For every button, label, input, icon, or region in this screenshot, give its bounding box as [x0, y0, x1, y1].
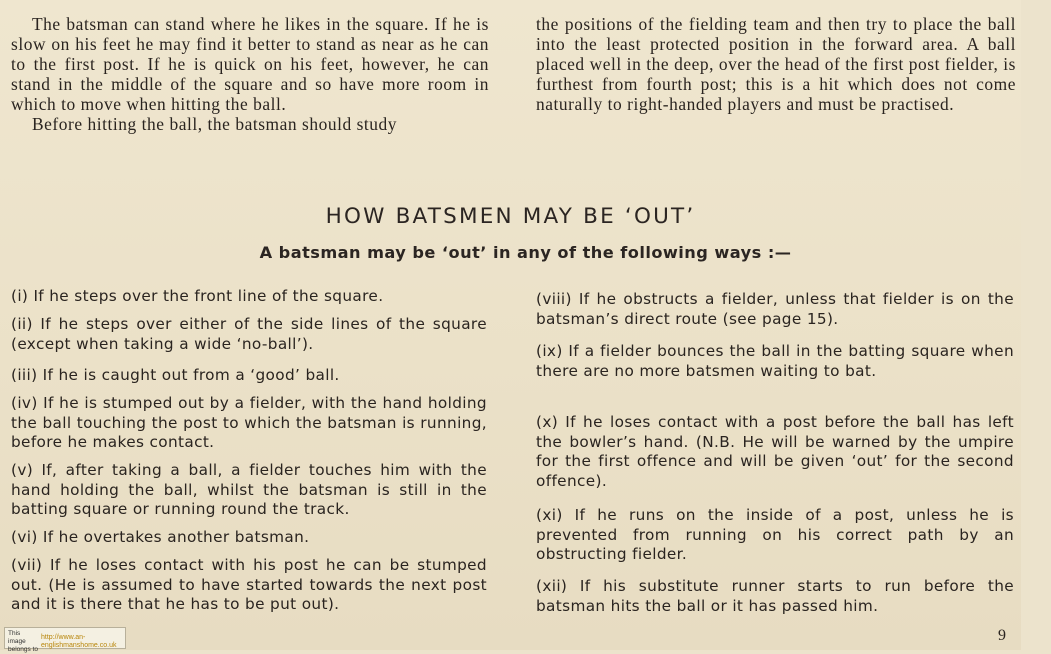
rule-item: (viii) If he obstructs a fielder, unless that fielder is on the batsman’s direct route (see page 15). — [536, 290, 1014, 328]
rule-item: (vi) If he overtakes another batsman. — [11, 528, 310, 546]
rule-item: (x) If he loses contact with a post before the ball has left the bowler’s hand. (N.B. He will be warned by the umpire for the first offence and will be given ‘out’ for the second offence). — [536, 413, 1014, 490]
intro-right-column — [536, 14, 1016, 114]
rule-item: (ii) If he steps over either of the side lines of the square (except when taking a wide ‘no-ball’). — [11, 315, 487, 353]
badge-label: This image belongs to — [8, 630, 38, 653]
rule-item: (ix) If a fielder bounces the ball in the batting square when there are no more batsmen waiting to bat. — [536, 342, 1014, 380]
rule-item: (vii) If he loses contact with his post he can be stumped out. (He is assumed to have started towards the next post and it is there that he has to be put out). — [11, 556, 487, 613]
intro-paragraph-1: The batsman can stand where he likes in the square. If he is slow on his feet he may find it better to stand as near as he can to the first post. If he is quick on his feet, however, he can stand in the middle of the square and so have more room in which to move when hitting the ball. — [11, 14, 489, 114]
rule-item: (iii) If he is caught out from a ‘good’ ball. — [11, 366, 340, 384]
intro-left-column — [11, 14, 489, 134]
rule-item: (v) If, after taking a ball, a fielder touches him with the hand holding the ball, whilst the batsman is still in the batting square or running round the track. — [11, 461, 487, 518]
rule-item: (iv) If he is stumped out by a fielder, with the hand holding the ball touching the post to which the batsman is running, before he makes contact. — [11, 394, 487, 451]
intro-paragraph-2: Before hitting the ball, the batsman should study — [32, 114, 398, 134]
rule-item: (xi) If he runs on the inside of a post, unless he is prevented from running on his correct path by an obstructing fielder. — [536, 506, 1014, 563]
rule-item: (i) If he steps over the front line of the square. — [11, 287, 384, 305]
page-number: 9 — [998, 627, 1006, 644]
badge-url[interactable]: http://www.an-englishmanshome.co.uk — [41, 634, 117, 649]
intro-paragraph-3: the positions of the fielding team and then try to place the ball into the least protected position in the forward area. A ball placed well in the deep, over the head of the first post fielder, is furthest from fourth post; this is a hit which does not come naturally to right-handed players and must be practised. — [536, 14, 1016, 114]
section-heading: HOW BATSMEN MAY BE ‘OUT’ — [325, 204, 696, 229]
section-subheading: A batsman may be ‘out’ in any of the following ways :— — [259, 243, 792, 262]
rule-item: (xii) If his substitute runner starts to run before the batsman hits the ball or it has passed him. — [536, 577, 1014, 615]
copyright-badge — [4, 627, 126, 653]
